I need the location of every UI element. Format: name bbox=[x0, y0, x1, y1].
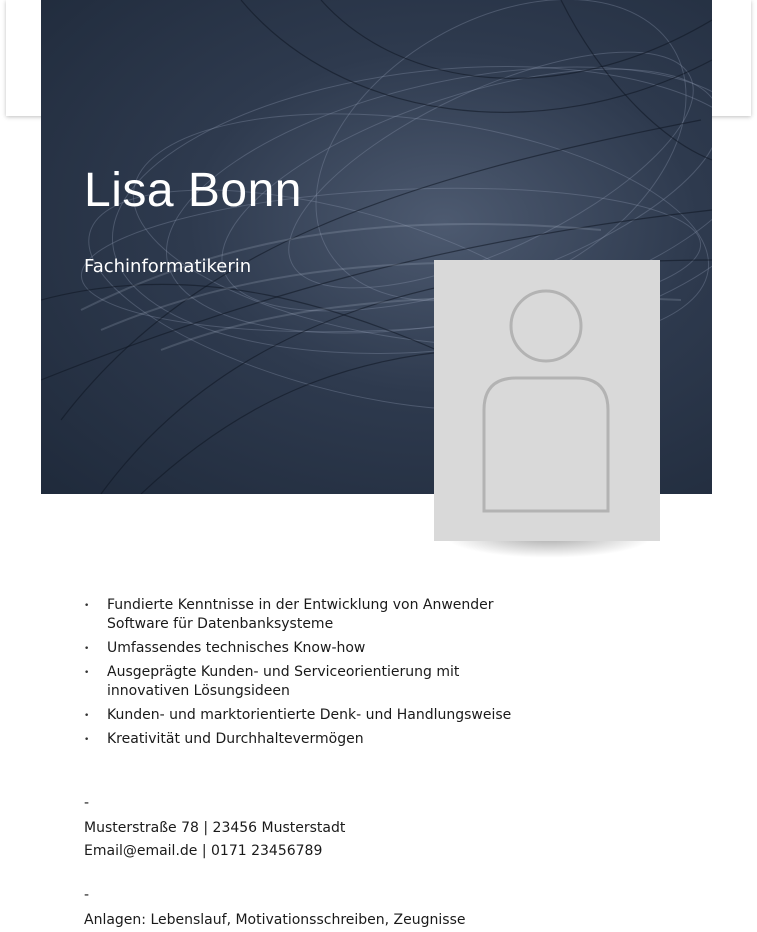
email-phone-line[interactable]: Email@email.de | 0171 23456789 bbox=[84, 843, 323, 859]
bullet-icon: • bbox=[84, 735, 90, 745]
list-item bbox=[84, 596, 544, 634]
contact-separator: - bbox=[84, 795, 90, 811]
qualification-highlights bbox=[84, 596, 544, 754]
address-line: Musterstraße 78 | 23456 Musterstadt bbox=[84, 820, 346, 836]
highlight-text: Ausgeprägte Kunden- und Serviceorientierung mit innovativen Lösungsideen bbox=[107, 664, 460, 699]
highlight-text: Kreativität und Durchhaltevermögen bbox=[107, 731, 364, 747]
highlight-text: Fundierte Kenntnisse in der Entwicklung von Anwender Software für Datenbanksysteme bbox=[107, 597, 494, 632]
candidate-name: Lisa Bonn bbox=[84, 164, 302, 217]
bullet-icon: • bbox=[84, 711, 90, 721]
person-placeholder-icon bbox=[434, 260, 660, 541]
profile-photo-placeholder[interactable] bbox=[434, 260, 660, 541]
bullet-icon: • bbox=[84, 601, 90, 611]
attachments-line: Anlagen: Lebenslauf, Motivationsschreiben, Zeugnisse bbox=[84, 912, 466, 928]
attachments-separator: - bbox=[84, 887, 90, 903]
highlight-text: Kunden- und marktorientierte Denk- und Handlungsweise bbox=[107, 707, 512, 723]
job-title: Fachinformatikerin bbox=[84, 256, 252, 277]
bullet-icon: • bbox=[84, 668, 90, 678]
highlight-text: Umfassendes technisches Know-how bbox=[107, 640, 366, 656]
list-item bbox=[84, 730, 544, 749]
list-item bbox=[84, 663, 544, 701]
list-item bbox=[84, 706, 544, 725]
list-item bbox=[84, 639, 544, 658]
bullet-icon: • bbox=[84, 644, 90, 654]
